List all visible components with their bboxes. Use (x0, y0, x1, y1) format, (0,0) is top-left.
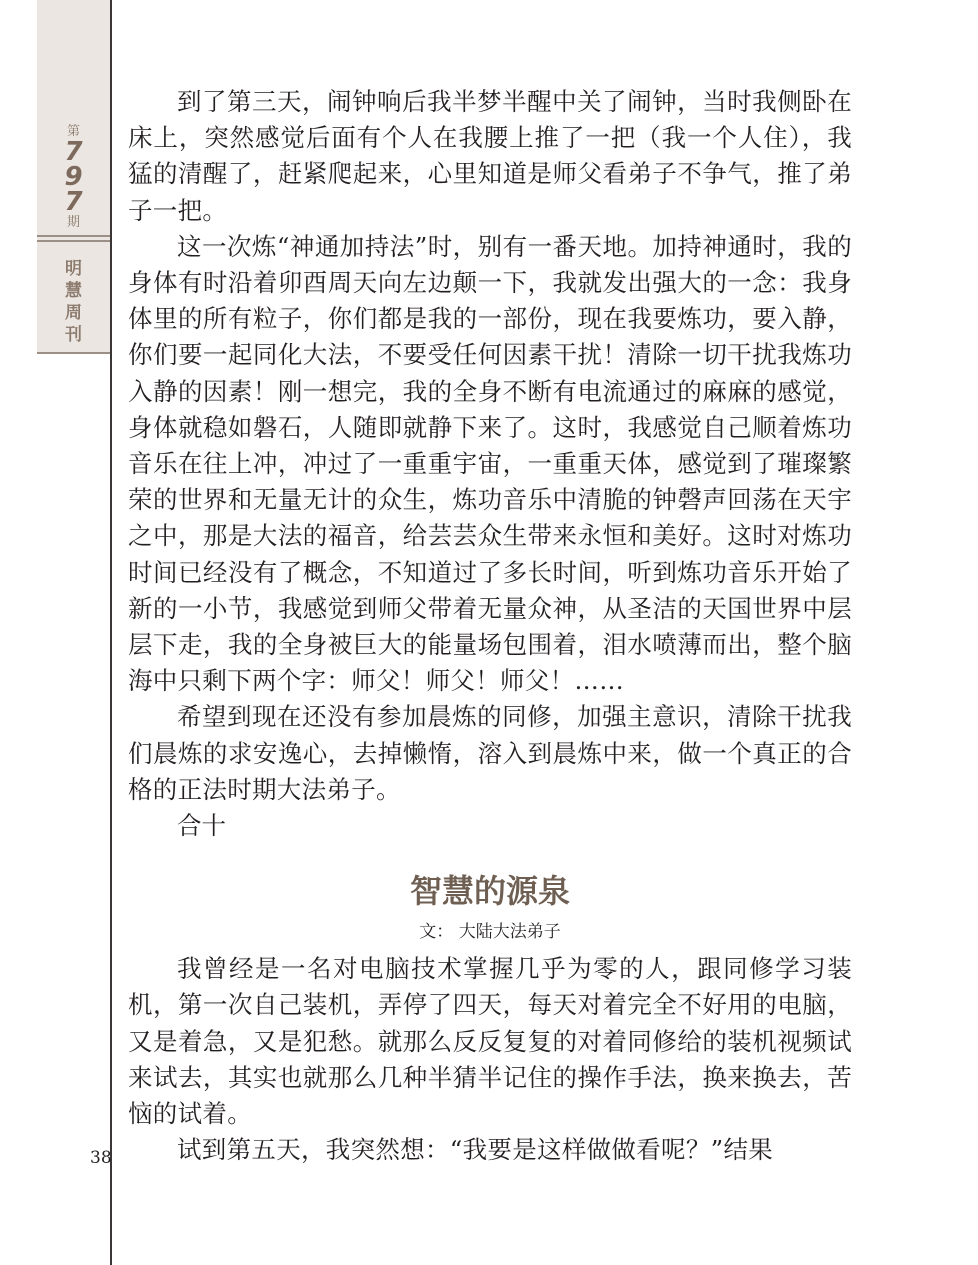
margin-rule (110, 0, 112, 1265)
body-paragraph: 试到第五天，我突然想：“我要是这样做做看呢？”结果 (177, 1135, 774, 1165)
body-paragraph: 希望到现在还没有参加晨炼的同修，加强主意识，清除干扰我们晨炼的求安逸心，去掉懒惰，溶入到晨炼中来，做一个真正的合格的正法时期大法弟子。 (128, 702, 852, 804)
issue-prefix: 第 (66, 124, 80, 139)
byline: 文： 大陆大法弟子 (419, 922, 561, 943)
magazine-char: 明 (65, 259, 82, 279)
body-paragraph: 这一次炼“神通加持法”时，别有一番天地。加持神通时，我的身体有时沿着卯酉周天向左边颠一下，我就发出强大的一念：我身体里的所有粒子，你们都是我的一部份，现在我要炼功，要入静，你们要一起同化大法，不要受任何因素干扰！清除一切干扰我炼功入静的因素！刚一想完，我的全身不断有电流通过的麻麻的感觉，身体就稳如磐石，人随即就静下来了。这时，我感觉自己顺着炼功音乐在往上冲，冲过了一重重宇宙，一重重天体，感觉到了璀璨繁荣的世界和无量无计的众生，炼功音乐中清脆的钟磬声回荡在天宇之中，那是大法的福音，给芸芸众生带来永恒和美好。这时对炼功时间已经没有了概念，不知道过了多长时间，听到炼功音乐开始了新的一小节，我感觉到师父带着无量众神，从圣洁的天国世界中层层下走，我的全身被巨大的能量场包围着，泪水喷薄而出，整个脑海中只剩下两个字：师父！师父！师父！…… (128, 231, 852, 696)
magazine-char: 周 (65, 303, 82, 323)
magazine-char: 慧 (65, 281, 82, 301)
article-title: 智慧的源泉 (409, 872, 570, 911)
sidebar-divider (37, 240, 110, 242)
issue-digit: 7 (64, 187, 83, 217)
sidebar-divider (37, 235, 110, 237)
issue-suffix: 期 (66, 215, 80, 230)
issue-digit: 7 (64, 137, 83, 167)
issue-number (37, 124, 110, 231)
issue-digit: 9 (64, 162, 83, 192)
page-number: 38 (90, 1148, 112, 1168)
page-content (128, 84, 852, 1168)
body-paragraph: 我曾经是一名对电脑技术掌握几乎为零的人，跟同修学习装机，第一次自己装机，弄停了四天，每天对着完全不好用的电脑，又是着急，又是犯愁。就那么反反复复的对着同修给的装机视频试来试去，其实也就那么几种半猜半记住的操作手法，换来换去，苦恼的试着。 (128, 954, 852, 1129)
signature: 合十 (177, 811, 226, 841)
magazine-name (37, 258, 110, 346)
body-paragraph: 到了第三天，闹钟响后我半梦半醒中关了闹钟，当时我侧卧在床上，突然感觉后面有个人在我腰上推了一把（我一个人住），我猛的清醒了，赶紧爬起来，心里知道是师父看弟子不争气，推了弟子一把。 (128, 87, 852, 225)
magazine-char: 刊 (65, 325, 82, 345)
